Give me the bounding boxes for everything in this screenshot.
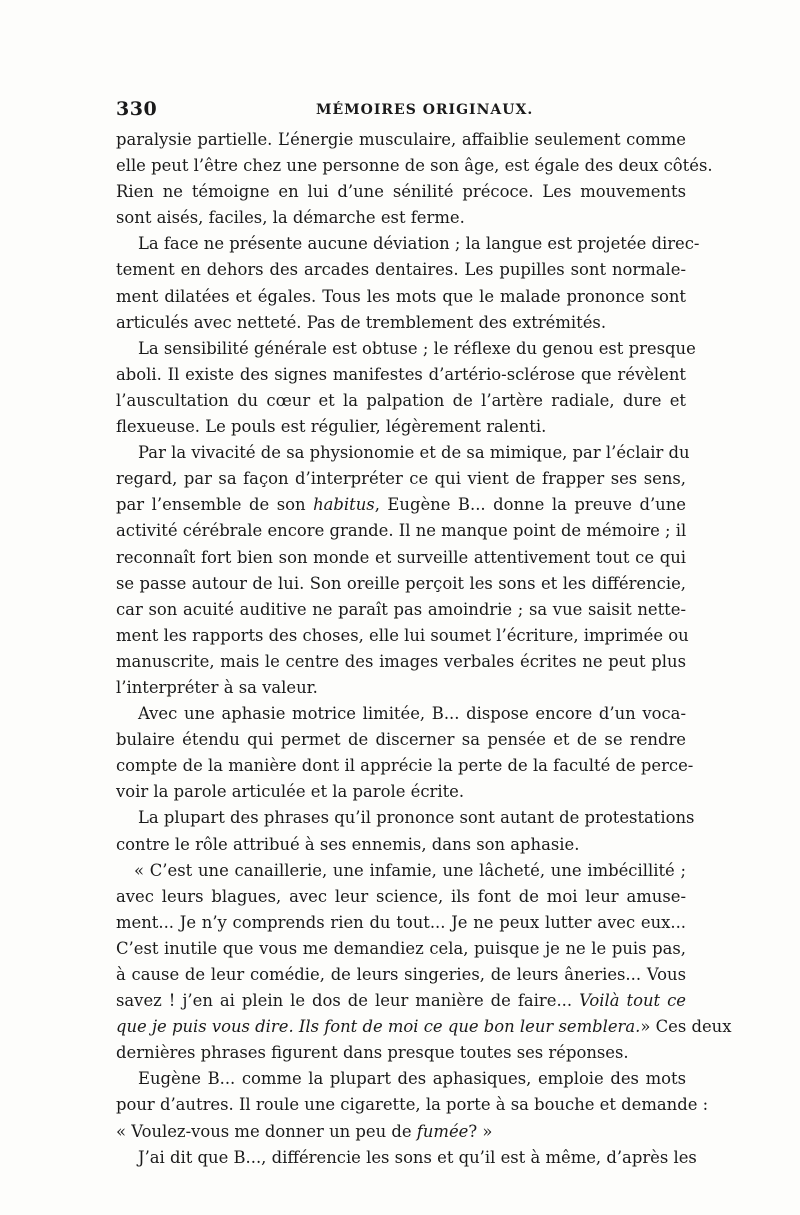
text-line: La face ne présente aucune déviation ; la langue est projetée direc- <box>138 234 700 254</box>
text-line <box>116 1014 732 1040</box>
text-run: savez ! j’en ai plein le dos de leur manière de faire... <box>116 991 580 1011</box>
text-run: ? » <box>468 1121 493 1141</box>
italic-quote: Voilà tout ce <box>579 991 686 1011</box>
text-line: dernières phrases figurent dans presque toutes ses réponses. <box>116 1043 629 1063</box>
text-line: à cause de leur comédie, de leurs singeries, de leurs âneries... Vous <box>116 965 686 984</box>
text-line <box>116 492 686 518</box>
italic-term: habitus <box>313 495 375 515</box>
italic-quote: que je puis vous dire. Ils font de moi ce que bon leur semblera. <box>116 1017 641 1037</box>
text-line: se passe autour de lui. Son oreille perçoit les sons et les différencie, <box>116 573 686 593</box>
text-run: » Ces deux <box>640 1017 732 1037</box>
text-line: compte de la manière dont il apprécie la perte de la faculté de perce- <box>116 756 694 776</box>
text-line: sont aisés, faciles, la démarche est ferme. <box>116 208 465 228</box>
paragraph <box>116 440 690 701</box>
text-line: ment... Je n’y comprends rien du tout... Je ne peux lutter avec eux... <box>116 912 686 932</box>
text-line: La plupart des phrases qu’il prononce sont autant de protestations <box>138 808 695 828</box>
text-line <box>116 988 686 1014</box>
text-line: avec leurs blagues, avec leur science, ils font de moi leur amuse- <box>116 886 686 906</box>
text-line: C’est inutile que vous me demandiez cela, puisque je ne le puis pas, <box>116 938 686 958</box>
text-run: , Eugène B... donne la preuve d’une <box>374 495 686 515</box>
text-line: Avec une aphasie motrice limitée, B... dispose encore d’un voca- <box>138 704 686 724</box>
paragraph <box>116 1066 709 1144</box>
paragraph <box>116 336 696 440</box>
text-line: Par la vivacité de sa physionomie et de sa mimique, par l’éclair du <box>138 443 690 463</box>
text-line: Eugène B... comme la plupart des aphasiques, emploie des mots <box>138 1069 686 1089</box>
text-line: J’ai dit que B..., différencie les sons et qu’il est à même, d’après les <box>138 1147 697 1167</box>
text-line: contre le rôle attribué à ses ennemis, dans son aphasie. <box>116 834 580 854</box>
text-line: car son acuité auditive ne paraît pas amoindrie ; sa vue saisit nette- <box>116 599 686 619</box>
text-line: regard, par sa façon d’interpréter ce qui vient de frapper ses sens, <box>116 469 686 489</box>
body-text <box>116 127 732 1171</box>
text-line: voir la parole articulée et la parole écrite. <box>116 782 465 802</box>
running-head: MÉMOIRES ORIGINAUX. <box>316 102 534 118</box>
text-line: ment dilatées et égales. Tous les mots que le malade prononce sont <box>116 286 686 306</box>
text-line: tement en dehors des arcades dentaires. Les pupilles sont normale- <box>116 260 686 280</box>
text-line: pour d’autres. Il roule une cigarette, la porte à sa bouche et demande : <box>116 1095 709 1115</box>
page-number: 330 <box>116 98 158 120</box>
paragraph <box>116 127 713 231</box>
text-line: « C’est une canaillerie, une infamie, une lâcheté, une imbécillité ; <box>134 860 686 880</box>
text-line: articulés avec netteté. Pas de tremblement des extrémités. <box>116 312 607 332</box>
text-line: flexueuse. Le pouls est régulier, légèrement ralenti. <box>116 417 547 437</box>
text-line: Rien ne témoigne en lui d’une sénilité précoce. Les mouvements <box>116 182 686 202</box>
text-line <box>116 1119 686 1145</box>
text-line: aboli. Il existe des signes manifestes d’artério-sclérose que révèlent <box>116 364 686 384</box>
paragraph <box>116 1145 697 1171</box>
text-line: activité cérébrale encore grande. Il ne manque point de mémoire ; il <box>116 521 687 541</box>
paragraph <box>116 231 700 335</box>
text-line: reconnaît fort bien son monde et surveille attentivement tout ce qui <box>116 547 686 567</box>
quotation-paragraph <box>116 858 732 1067</box>
paragraph <box>116 805 695 857</box>
text-run: « Voulez-vous me donner un peu de <box>116 1121 417 1141</box>
text-run: par l’ensemble de son <box>116 495 314 515</box>
text-line: elle peut l’être chez une personne de son âge, est égale des deux côtés. <box>116 156 713 176</box>
text-line: paralysie partielle. L’énergie musculaire, affaiblie seulement comme <box>116 130 686 149</box>
text-line: ment les rapports des choses, elle lui soumet l’écriture, imprimée ou <box>116 625 689 645</box>
text-line: manuscrite, mais le centre des images verbales écrites ne peut plus <box>116 651 686 671</box>
page-header <box>116 98 686 126</box>
text-line: bulaire étendu qui permet de discerner sa pensée et de se rendre <box>116 730 686 750</box>
paragraph <box>116 701 694 805</box>
text-line: La sensibilité générale est obtuse ; le réflexe du genou est presque <box>138 338 696 358</box>
text-line: l’auscultation du cœur et la palpation de l’artère radiale, dure et <box>116 390 686 410</box>
italic-term: fumée <box>416 1121 469 1141</box>
text-line: l’interpréter à sa valeur. <box>116 677 318 697</box>
